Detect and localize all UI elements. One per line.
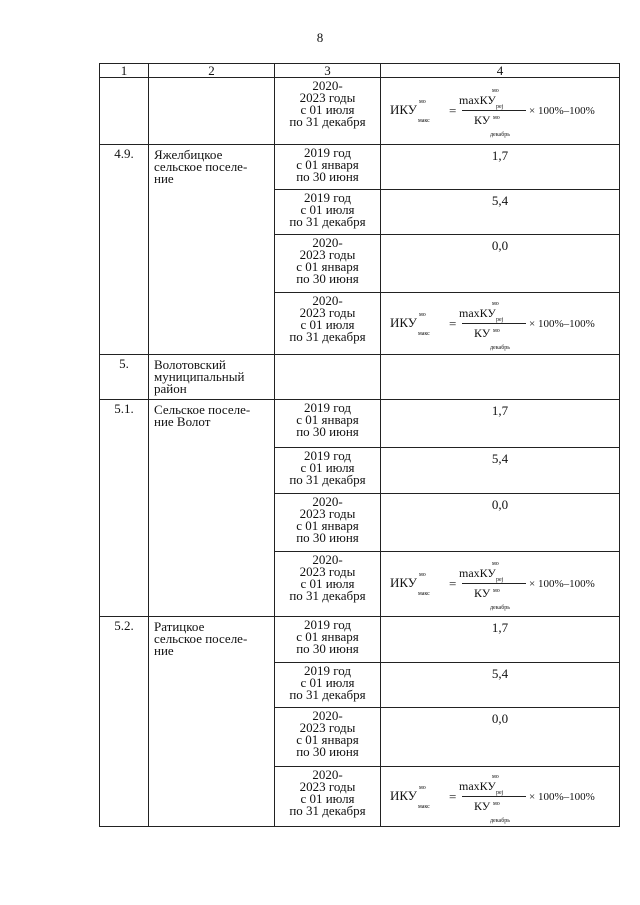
formula-lhs: ИКУ (390, 787, 418, 803)
text-line: по 31 декабря (289, 687, 366, 702)
formula-cell (381, 293, 620, 355)
formula-denominator-subscript: декабрь (490, 605, 510, 611)
tariff-table (99, 63, 620, 827)
formula-cell (381, 552, 620, 617)
formula-lhs-subscript: макс (418, 118, 430, 124)
formula-lhs: ИКУ (390, 314, 418, 330)
text-line: по 31 декабря (289, 214, 366, 229)
table-header-row (100, 64, 620, 78)
formula-denominator: КУ (474, 586, 491, 600)
formula-tail: × 100%–100% (529, 790, 595, 803)
row-number-cell: 5. (100, 355, 149, 400)
formula (386, 296, 616, 352)
text-line: по 30 июня (296, 169, 359, 184)
text-line: ние (154, 171, 174, 186)
formula-numerator-subscript: реj (496, 577, 504, 583)
formula-denominator: КУ (474, 113, 491, 127)
text-line: сельское поселе- (154, 159, 248, 174)
text-line: 2023 годы (299, 90, 356, 105)
formula-numerator-subscript: реj (496, 789, 504, 796)
period-cell (275, 617, 381, 663)
period-cell (275, 145, 381, 190)
period-cell (275, 494, 381, 552)
text-line: с 01 июля (300, 675, 355, 690)
formula-numerator-superscript: мо (492, 773, 499, 780)
text-line: по 31 декабря (289, 472, 366, 487)
table-row (100, 400, 620, 448)
text-line: по 31 декабря (289, 803, 366, 818)
text-line: 2020- (312, 293, 343, 308)
text-line: 2020- (312, 708, 343, 723)
formula-denominator-superscript: мо (493, 800, 500, 807)
text-line: район (154, 381, 187, 396)
text-line: по 30 июня (296, 744, 359, 759)
value-cell: 1,7 (381, 617, 620, 663)
formula-lhs-subscript: макс (418, 330, 430, 337)
value-cell: 5,4 (381, 190, 620, 235)
fraction-bar (462, 583, 526, 584)
formula-numerator: maxКУ (459, 305, 496, 320)
formula-lhs: ИКУ (390, 575, 418, 590)
text-line: 2020- (312, 235, 343, 250)
formula-lhs-superscript: мо (419, 311, 426, 318)
fraction-bar (462, 110, 526, 111)
text-line: по 30 июня (296, 641, 359, 656)
fraction-bar (462, 323, 526, 324)
formula-equals-sign: = (449, 103, 457, 118)
text-line: 2019 год (304, 145, 351, 160)
text-line: 2023 годы (299, 506, 356, 521)
value-cell (381, 355, 620, 400)
text-line: 2020- (312, 552, 343, 567)
formula-equals-sign: = (449, 576, 457, 591)
text-line: Яжелбицкое (154, 147, 223, 162)
text-line: с 01 января (296, 412, 359, 427)
text-line: ние (154, 643, 174, 658)
page-number: 8 (316, 30, 324, 45)
text-line: Волотовский (154, 357, 226, 372)
formula-numerator-superscript: мо (492, 300, 499, 307)
period-cell (275, 293, 381, 355)
value-cell: 5,4 (381, 448, 620, 494)
formula-lhs-superscript: мо (419, 572, 426, 578)
text-line: сельское поселе- (154, 631, 248, 646)
text-line: 2023 годы (299, 564, 356, 579)
settlement-name-cell (149, 145, 275, 355)
value-cell: 0,0 (381, 235, 620, 293)
formula-denominator-superscript: мо (493, 115, 500, 121)
settlement-name-cell (149, 400, 275, 617)
text-line: с 01 января (296, 157, 359, 172)
text-line: с 01 января (296, 732, 359, 747)
formula-denominator: КУ (474, 798, 491, 813)
formula-denominator: КУ (474, 325, 491, 340)
formula-denominator-superscript: мо (493, 588, 500, 594)
text-line: с 01 июля (300, 460, 355, 475)
text-line: 2023 годы (299, 779, 356, 794)
formula-numerator-superscript: мо (492, 561, 499, 567)
period-cell (275, 767, 381, 827)
fraction-bar (462, 796, 526, 797)
settlement-name-cell (149, 617, 275, 827)
formula-equals-sign: = (449, 788, 457, 804)
formula-numerator-subscript: реj (496, 104, 504, 110)
formula-equals-sign: = (449, 315, 457, 331)
formula-denominator-superscript: мо (493, 327, 500, 334)
text-line: 2020- (312, 494, 343, 509)
table-row (100, 78, 620, 145)
table-row (100, 355, 620, 400)
text-line: 2019 год (304, 190, 351, 205)
text-line: 2023 годы (299, 305, 356, 320)
row-number-cell: 5.2. (100, 617, 149, 827)
text-line: Сельское поселе- (154, 402, 251, 417)
period-cell (275, 708, 381, 767)
formula-lhs-superscript: мо (419, 99, 426, 105)
text-line: 2020- (312, 767, 343, 782)
period-cell (275, 663, 381, 708)
text-line: по 31 декабря (289, 329, 366, 344)
text-line: по 31 декабря (289, 588, 366, 603)
formula-numerator-subscript: реj (496, 316, 504, 323)
value-cell: 0,0 (381, 708, 620, 767)
period-cell (275, 355, 381, 400)
value-cell: 0,0 (381, 494, 620, 552)
row-number-cell (100, 78, 149, 145)
formula-numerator-superscript: мо (492, 88, 499, 94)
text-line: 2019 год (304, 617, 351, 632)
period-cell (275, 78, 381, 145)
text-line: Ратицкое (154, 619, 205, 634)
formula-denominator-subscript: декабрь (490, 817, 510, 824)
text-line: по 30 июня (296, 424, 359, 439)
text-line: по 31 декабря (289, 114, 366, 129)
text-line: 2019 год (304, 663, 351, 678)
text-line: по 30 июня (296, 271, 359, 286)
period-cell (275, 448, 381, 494)
formula-denominator-subscript: декабрь (490, 132, 510, 138)
header-col-2: 2 (149, 64, 275, 78)
text-line: с 01 июля (300, 202, 355, 217)
text-line: муниципальный (154, 369, 245, 384)
header-col-1: 1 (100, 64, 149, 78)
text-line: 2023 годы (299, 247, 356, 262)
text-line: с 01 июля (300, 102, 355, 117)
formula-cell (381, 78, 620, 145)
formula-numerator: maxКУ (459, 93, 496, 107)
text-line: 2019 год (304, 400, 351, 415)
text-line: 2020- (312, 78, 343, 93)
formula-numerator: maxКУ (459, 778, 496, 793)
row-number-cell: 4.9. (100, 145, 149, 355)
formula (386, 83, 616, 139)
row-number-cell: 5.1. (100, 400, 149, 617)
formula-lhs-subscript: макс (418, 803, 430, 810)
formula-lhs-superscript: мо (419, 784, 426, 791)
table-row (100, 145, 620, 190)
period-cell (275, 235, 381, 293)
text-line: с 01 июля (300, 576, 355, 591)
formula-tail: × 100%–100% (529, 317, 595, 330)
formula-denominator-subscript: декабрь (490, 344, 510, 351)
text-line: с 01 июля (300, 791, 355, 806)
period-cell (275, 190, 381, 235)
settlement-name-cell (149, 78, 275, 145)
text-line: 2023 годы (299, 720, 356, 735)
text-line: 2019 год (304, 448, 351, 463)
table-row (100, 617, 620, 663)
formula-tail: × 100%–100% (529, 578, 595, 590)
formula-lhs-subscript: макс (418, 591, 430, 597)
formula (386, 556, 616, 612)
period-cell (275, 400, 381, 448)
value-cell: 1,7 (381, 400, 620, 448)
formula-numerator: maxКУ (459, 566, 496, 580)
text-line: по 30 июня (296, 530, 359, 545)
text-line: с 01 января (296, 259, 359, 274)
header-col-3: 3 (275, 64, 381, 78)
text-line: ние Волот (154, 414, 211, 429)
value-cell: 1,7 (381, 145, 620, 190)
text-line: с 01 января (296, 629, 359, 644)
formula (386, 769, 616, 825)
text-line: с 01 января (296, 518, 359, 533)
formula-cell (381, 767, 620, 827)
formula-tail: × 100%–100% (529, 105, 595, 117)
settlement-name-cell (149, 355, 275, 400)
period-cell (275, 552, 381, 617)
formula-lhs: ИКУ (390, 102, 418, 117)
value-cell: 5,4 (381, 663, 620, 708)
header-col-4: 4 (381, 64, 620, 78)
text-line: с 01 июля (300, 317, 355, 332)
